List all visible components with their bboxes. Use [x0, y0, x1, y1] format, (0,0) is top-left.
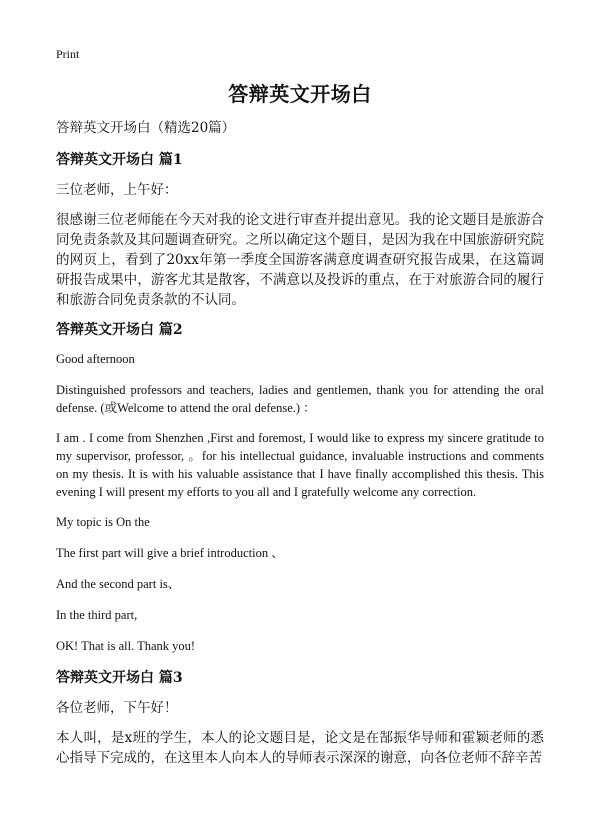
section-heading-1: 答辩英文开场白 篇1	[56, 152, 183, 168]
paragraph-third-part: In the third part,	[56, 608, 138, 622]
paragraph-topic: My topic is On the	[56, 515, 150, 529]
page-title: 答辩英文开场白	[228, 82, 372, 106]
paragraph-body-3: 本人叫，是x班的学生，本人的论文题目是，论文是在郜振华导师和霍颖老师的悉心指导下完成的，在这里本人向本人的导师表示深深的谢意，向各位老师不辞辛苦	[56, 730, 544, 766]
paragraph-second-part: And the second part is、	[56, 577, 181, 591]
section-heading-3: 答辩英文开场白 篇3	[56, 670, 183, 686]
paragraph-first-part: The first part will give a brief introduction 、	[56, 546, 284, 560]
section-heading-2: 答辩英文开场白 篇2	[56, 322, 183, 338]
paragraph-body-1: 很感谢三位老师能在今天对我的论文进行审查并提出意见。我的论文题目是旅游合同免责条款及其问题调查研究。之所以确定这个题目，是因为我在中国旅游研究院的网页上，看到了20xx年第一季度全国游客满意度调查研究报告成果，在这篇调研报告成果中，游客尤其是散客，不满意以及投诉的重点，在于对旅游合同的履行和旅游合同免责条款的不认同。	[56, 212, 544, 308]
document-body	[56, 118, 544, 778]
document-subtitle: 答辩英文开场白（精选20篇）	[56, 120, 236, 136]
paragraph-greeting-1: 三位老师，上午好：	[56, 182, 178, 198]
paragraph-closing: OK! That is all. Thank you!	[56, 639, 196, 653]
paragraph-greeting-2: Good afternoon	[56, 352, 135, 366]
paragraph-introduction: I am . I come from Shenzhen ,First and foremost, I would like to express my sincere gratitude to my supervisor, professor, 。for his intellectual guidance, invaluable instructions and comments on my thesis. It is with his valuable assistance that I have finally accomplished this thesis. This evening I will present my efforts to you all and I gratefully welcome any correction.	[56, 431, 544, 499]
print-label: Print	[56, 47, 80, 61]
paragraph-greeting-3: 各位老师，下午好！	[56, 700, 178, 716]
paragraph-audience: Distinguished professors and teachers, ladies and gentlemen, thank you for attending the oral defense. (或Welcome to attend the oral defense.) ：	[56, 383, 544, 415]
